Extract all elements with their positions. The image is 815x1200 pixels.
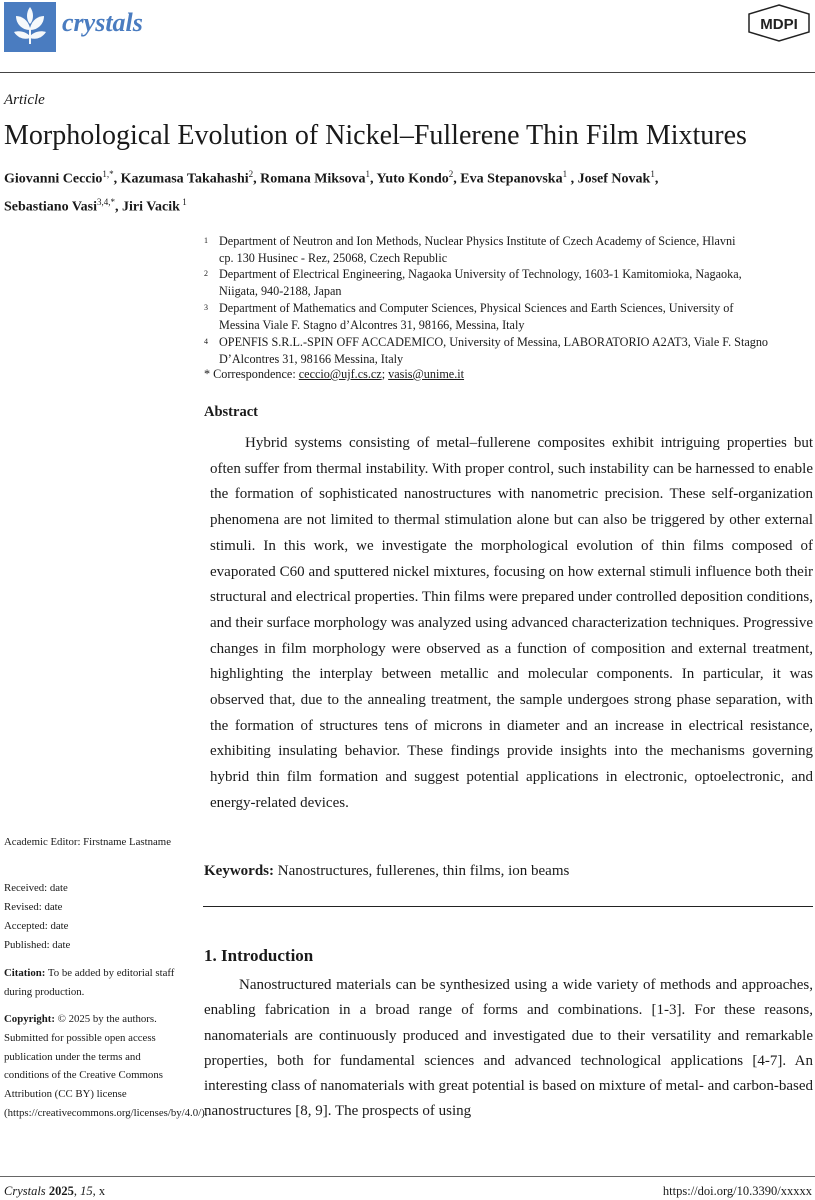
author-name: Giovanni Ceccio bbox=[4, 171, 103, 187]
academic-editor: Academic Editor: Firstname Lastname bbox=[4, 836, 171, 848]
affiliation-2 bbox=[204, 266, 810, 300]
abstract-heading: Abstract bbox=[204, 404, 258, 420]
keywords-text: Nanostructures, fullerenes, thin films, ion beams bbox=[277, 863, 570, 879]
copyright-text: © 2025 by the authors. Submitted for possible open access publication under the terms and conditions of the Creative Commons Attribution (CC BY) license (https://creativecommons.org/licenses/by/4.0/). bbox=[4, 1013, 208, 1119]
citation-text: To be added by editorial staff during production. bbox=[4, 967, 175, 998]
affiliation-4 bbox=[204, 334, 810, 368]
affiliation-line: Niigata, 940-2188, Japan bbox=[219, 284, 342, 298]
journal-name: crystals bbox=[62, 8, 143, 37]
publisher-name: MDPI bbox=[760, 16, 798, 33]
author-affiliation-marker: 1 bbox=[365, 169, 371, 179]
affiliation-number: 4 bbox=[204, 337, 208, 346]
affiliation-line: D’Alcontres 31, 98166 Messina, Italy bbox=[219, 352, 404, 366]
footer-citation: Crystals 2025, 15, x bbox=[4, 1184, 106, 1198]
author-name: Sebastiano Vasi bbox=[4, 199, 97, 215]
article-type: Article bbox=[4, 92, 45, 108]
author-separator: , bbox=[253, 171, 261, 187]
page-title: Morphological Evolution of Nickel–Fullerene Thin Film Mixtures bbox=[4, 120, 747, 151]
keywords-label: Keywords: bbox=[204, 863, 274, 879]
journal-logo-icon bbox=[4, 2, 56, 52]
author-name: Jiri Vacik bbox=[121, 199, 180, 215]
author-name: Kazumasa Takahashi bbox=[120, 171, 249, 187]
author-affiliation-marker: 1 bbox=[650, 169, 655, 179]
email-separator: ; bbox=[381, 367, 386, 381]
citation-label: Citation: bbox=[4, 967, 46, 979]
citation bbox=[4, 964, 180, 1002]
date-published: Published: date bbox=[4, 939, 71, 951]
author-separator: , bbox=[113, 171, 121, 187]
keywords bbox=[204, 863, 569, 880]
abstract-text: Hybrid systems consisting of metal–fullerene composites exhibit intriguing properties but often suffer from thermal instability. With proper control, such instability can be harnessed to enable the formation of sophisticated nanostructures with nanometric precision. These self-organization phenomena are not limited to thermal stimulation alone but can also be triggered by other external stimuli. In this work, we investigate the morphological evolution of thin films composed of evaporated C60 and sputtered nickel mixtures, focusing on how external stimuli influence both their structural and electrical properties. Thin films were prepared under controlled deposition conditions, and their surface morphology was analyzed using advanced characterization techniques. Progressive changes in film morphology were observed as a function of composition and external treatment, highlighting the interplay between metallic and molecular components. In particular, it was observed that, due to the annealing treatment, the sample undergoes strong phase separation, with the formation of structures tens of microns in diameter and an increase in electrical resistance, exhibiting insulating behavior. These findings provide insights into the mechanisms governing hybrid thin film formation and suggest potential applications in electronic, optoelectronic, and energy-related devices. bbox=[210, 435, 813, 811]
date-received: Received: date bbox=[4, 882, 68, 894]
author-name: Josef Novak bbox=[577, 171, 651, 187]
author-affiliation-marker: 3,4,* bbox=[96, 196, 115, 207]
author-list bbox=[4, 163, 809, 218]
affiliation-1 bbox=[204, 233, 810, 267]
affiliation-number: 3 bbox=[204, 303, 208, 312]
affiliation-line: Department of Mathematics and Computer Sciences, Physical Sciences and Earth Sciences, University of bbox=[219, 301, 734, 315]
section-heading-introduction: 1. Introduction bbox=[204, 946, 314, 965]
header-divider bbox=[0, 72, 815, 73]
author-separator: , bbox=[567, 171, 578, 187]
copyright-label: Copyright: bbox=[4, 1013, 55, 1025]
copyright bbox=[4, 1010, 208, 1123]
affiliation-line: OPENFIS S.R.L.-SPIN OFF ACCADEMICO, University of Messina, LABORATORIO A2AT3, Viale F. Stagno bbox=[219, 335, 769, 349]
correspondence-label: * Correspondence: bbox=[204, 367, 296, 381]
correspondence bbox=[204, 367, 464, 382]
author-affiliation-marker: 2 bbox=[248, 169, 254, 179]
affiliation-number: 2 bbox=[204, 269, 208, 278]
footer-year: 2025 bbox=[48, 1184, 74, 1198]
author-affiliation-marker: 1 bbox=[179, 196, 187, 207]
author-separator: , bbox=[370, 171, 377, 187]
affiliation-3 bbox=[204, 300, 810, 334]
affiliation-line: Messina Viale F. Stagno d’Alcontres 31, 98166, Messina, Italy bbox=[219, 318, 525, 332]
author-affiliation-marker: 1 bbox=[562, 169, 568, 179]
author-name: Yuto Kondo bbox=[376, 171, 449, 187]
introduction-text: Nanostructured materials can be synthesized using a wide variety of methods and approaches, enabling fabrication in a broad range of forms and combinations. [1-3]. For these reasons, nanomaterials are continuously produced and investigated due to their versatility and remarkable properties, both for fundamental sciences and advanced technological applications [4-7]. An interesting class of nanomaterials with great potential is based on mixture of metal- and carbon-based nanostructures [8, 9]. The prospects of using bbox=[204, 977, 813, 1120]
footer-doi-link[interactable]: https://doi.org/10.3390/xxxxx bbox=[662, 1184, 812, 1198]
affiliation-line: cp. 130 Husinec - Rez, 25068, Czech Republic bbox=[219, 251, 448, 265]
footer-issue: , x bbox=[92, 1184, 106, 1198]
date-accepted: Accepted: date bbox=[4, 920, 69, 932]
author-separator: , bbox=[453, 171, 461, 187]
footer-volume: 15 bbox=[80, 1184, 93, 1198]
author-name: Eva Stepanovska bbox=[460, 171, 563, 187]
footer-divider bbox=[0, 1176, 815, 1177]
correspondence-email-link[interactable]: vasis@unime.it bbox=[388, 367, 465, 381]
date-revised: Revised: date bbox=[4, 901, 63, 913]
affiliation-line: Department of Electrical Engineering, Nagaoka University of Technology, 1603-1 Kamitomioka, Nagaoka, bbox=[219, 267, 742, 281]
footer-journal: Crystals bbox=[4, 1184, 46, 1198]
author-name: Romana Miksova bbox=[260, 171, 366, 187]
affiliation-line: Department of Neutron and Ion Methods, Nuclear Physics Institute of Czech Academy of Science, Hlavni bbox=[219, 234, 736, 248]
author-separator: , bbox=[654, 171, 659, 187]
affiliation-number: 1 bbox=[204, 236, 208, 245]
mdpi-logo-icon bbox=[748, 4, 810, 42]
author-affiliation-marker: 2 bbox=[448, 169, 454, 179]
author-affiliation-marker: 1,* bbox=[102, 169, 114, 179]
section-divider bbox=[203, 906, 813, 907]
correspondence-email-link[interactable]: ceccio@ujf.cs.cz bbox=[298, 367, 382, 381]
author-separator: , bbox=[114, 199, 122, 215]
